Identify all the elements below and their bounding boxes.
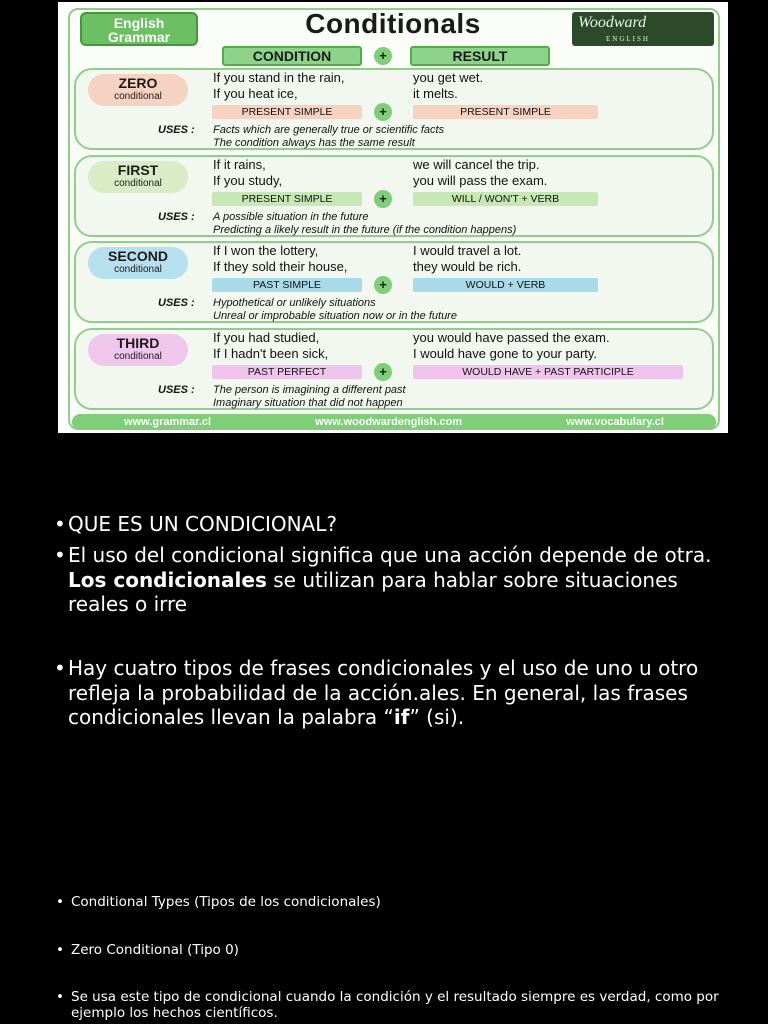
condition-example: If they sold their house, — [213, 259, 348, 274]
bullet-text: Zero Conditional (Tipo 0) — [71, 942, 239, 958]
bullet-text — [68, 656, 714, 730]
result-example: we will cancel the trip. — [413, 157, 540, 172]
bullet-text-bold: if — [393, 705, 410, 729]
conditionals-infographic — [58, 2, 728, 433]
result-example: it melts. — [413, 86, 458, 101]
bullet-zero-explanation — [56, 989, 736, 1021]
condition-tense: PRESENT SIMPLE — [212, 105, 362, 119]
pill-title: FIRST — [117, 162, 159, 178]
condition-example: If you heat ice, — [213, 86, 298, 101]
plus-sign: + — [374, 363, 392, 381]
uses-text: Unreal or improbable situation now or in the future — [213, 310, 457, 322]
bullet-dot: • — [54, 656, 66, 680]
woodward-logo — [572, 12, 714, 46]
bullet-text: Se usa este tipo de condicional cuando la condición y el resultado siempre es verdad, como por ejemplo los hechos científicos. — [71, 989, 719, 1021]
condition-tense: PAST PERFECT — [212, 365, 362, 379]
uses-label: USES : — [158, 384, 195, 396]
bullet-text-part: El uso del condicional significa que una acción depende de otra. — [68, 543, 712, 567]
condition-example: If it rains, — [213, 157, 266, 172]
condition-example: If you study, — [213, 173, 283, 188]
bullet-text-part: ” (si). — [409, 705, 465, 729]
uses-text: Imaginary situation that did not happen — [213, 397, 403, 409]
result-example: you will pass the exam. — [413, 173, 548, 188]
pill-subtitle: conditional — [114, 91, 162, 102]
plus-sign: + — [374, 190, 392, 208]
bullet-zero-conditional — [56, 942, 736, 958]
condition-example: If I hadn't been sick, — [213, 346, 329, 361]
bullet-text-bold: Los condicionales — [68, 567, 267, 592]
bullet-uso-condicional — [54, 543, 714, 617]
footer-link-vocabulary: www.vocabulary.cl — [566, 416, 664, 428]
bullet-dot: • — [56, 894, 64, 910]
footer-link-woodward: www.woodwardenglish.com — [315, 416, 463, 428]
uses-label: USES : — [158, 124, 195, 136]
condition-example: If you had studied, — [213, 330, 320, 345]
pill-second — [88, 247, 188, 279]
result-tense: PRESENT SIMPLE — [413, 105, 598, 119]
bullet-que-es — [54, 512, 714, 537]
pill-subtitle: conditional — [114, 178, 162, 189]
condition-tense: PAST SIMPLE — [212, 278, 362, 292]
pill-title: ZERO — [118, 75, 158, 91]
logo-sub-text: ENGLISH — [606, 35, 650, 43]
poster-footer — [72, 414, 716, 430]
result-tense: WILL / WON'T + VERB — [413, 192, 598, 206]
bullet-cuatro-tipos — [54, 656, 714, 730]
result-example: they would be rich. — [413, 259, 522, 274]
result-example: I would travel a lot. — [413, 243, 522, 258]
uses-text: A possible situation in the future — [213, 211, 369, 223]
infographic-title: Conditionals — [305, 8, 481, 39]
english-grammar-badge: English Grammar — [80, 12, 198, 46]
result-tense: WOULD + VERB — [413, 278, 598, 292]
condition-example: If you stand in the rain, — [213, 70, 345, 85]
condition-example: If I won the lottery, — [213, 243, 319, 258]
pill-third — [88, 334, 188, 366]
uses-text: The person is imagining a different past — [213, 384, 406, 396]
uses-label: USES : — [158, 211, 195, 223]
pill-subtitle: conditional — [114, 264, 162, 275]
pill-subtitle: conditional — [114, 351, 162, 362]
bullet-text — [68, 543, 714, 617]
uses-text: Predicting a likely result in the future (if the condition happens) — [213, 224, 517, 236]
result-example: you get wet. — [413, 70, 484, 85]
bullet-text-part: Hay cuatro tipos de frases condicionales y el uso de uno u otro refleja la probabilidad de la acción.ales. En general, las frases condicionales llevan la palabra “ — [68, 656, 699, 729]
uses-text: Hypothetical or unlikely situations — [213, 297, 376, 309]
pill-title: THIRD — [116, 335, 160, 351]
uses-text: Facts which are generally true or scientific facts — [213, 124, 445, 136]
bullet-text: Conditional Types (Tipos de los condicionales) — [71, 894, 381, 910]
result-example: you would have passed the exam. — [413, 330, 610, 345]
bullet-text-part: se utilizan para hablar sobre situaciones reales o irre — [68, 567, 678, 616]
pill-zero — [88, 74, 188, 106]
uses-text: The condition always has the same result — [213, 137, 415, 149]
bullet-text: QUE ES UN CONDICIONAL? — [68, 512, 337, 536]
result-header: RESULT — [410, 46, 550, 66]
result-example: I would have gone to your party. — [413, 346, 598, 361]
condition-header: CONDITION — [222, 46, 362, 66]
logo-main-text: Woodward — [578, 14, 647, 31]
bullet-dot: • — [56, 989, 64, 1005]
bullet-dot: • — [56, 942, 64, 958]
plus-sign: + — [374, 47, 392, 65]
bullet-conditional-types — [56, 894, 736, 910]
footer-link-grammar: www.grammar.cl — [124, 416, 212, 428]
pill-first — [88, 161, 188, 193]
plus-sign: + — [374, 103, 392, 121]
result-tense: WOULD HAVE + PAST PARTICIPLE — [413, 365, 683, 379]
bullet-dot: • — [54, 543, 66, 567]
uses-label: USES : — [158, 297, 195, 309]
bullet-dot: • — [54, 512, 66, 536]
plus-sign: + — [374, 276, 392, 294]
pill-title: SECOND — [108, 248, 168, 264]
condition-tense: PRESENT SIMPLE — [212, 192, 362, 206]
